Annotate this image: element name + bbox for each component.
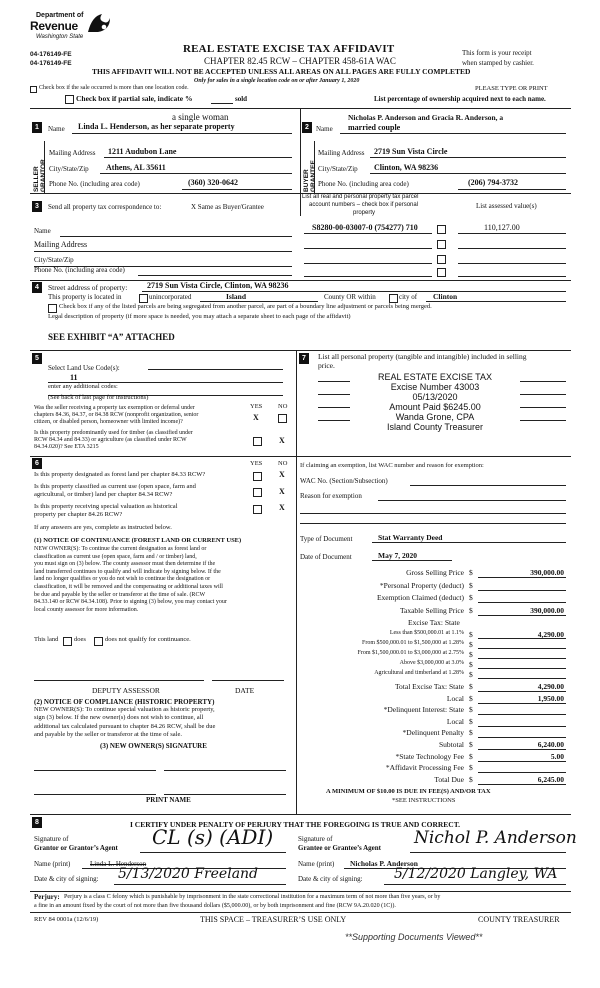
- sec5-q1-line3: citizen, or disabled person, homeowner with limited income)?: [34, 419, 183, 425]
- assessed-underline-3: [458, 263, 566, 264]
- stamp-line-1: REAL ESTATE EXCISE TAX: [377, 372, 493, 382]
- total-row-7-underline: [478, 772, 566, 773]
- total-row-7-label: *Affidavit Processing Fee: [385, 763, 464, 773]
- section-6-number: 6: [32, 458, 42, 469]
- exhibit-a-note[interactable]: SEE EXHIBIT “A” ATTACHED: [48, 332, 175, 342]
- sec5-q2-yes-checkbox[interactable]: [253, 437, 262, 446]
- grantor-date-city-label: Date & city of signing:: [34, 875, 99, 883]
- parcel-head-2: account numbers – check box if personal: [309, 202, 419, 208]
- buyer-phone[interactable]: (206) 794-3732: [468, 178, 518, 187]
- grantee-print-name[interactable]: Nicholas P. Anderson: [350, 859, 418, 868]
- date-document-underline: [372, 560, 452, 561]
- personal-property-checkbox-1[interactable]: [437, 225, 446, 234]
- tier-row-4-underline: [478, 678, 566, 679]
- sec5-q1-yes-mark[interactable]: X: [253, 413, 259, 422]
- exemption-claim-label: If claiming an exemption, list WAC number and reason for exemption:: [300, 462, 484, 469]
- stamp-line-6: Island County Treasurer: [386, 422, 484, 432]
- assessed-underline-4: [458, 276, 566, 277]
- street-underline: [142, 291, 566, 292]
- seller-grantor-label: SELLER GRANTOR: [33, 159, 47, 192]
- personal-property-line1: List all personal property (tangible and intangible) included in selling: [318, 352, 527, 361]
- print-name-label: PRINT NAME: [146, 796, 191, 804]
- sec5-q1-line1: Was the seller receiving a property tax exemption or deferral under: [34, 405, 195, 411]
- total-row-4-underline: [478, 737, 566, 738]
- total-row-5-value[interactable]: 6,240.00: [537, 740, 564, 749]
- partial-percent-line[interactable]: [211, 103, 233, 104]
- form-revision: REV 84 0001a (12/6/19): [34, 916, 99, 923]
- sec6-q2-line1: Is this property classified as current use (open space, farm and: [34, 483, 196, 490]
- calc-row-0-dollar: $: [469, 568, 473, 577]
- total-row-4-label: *Delinquent Penalty: [402, 728, 464, 738]
- sec6-q2-line2: agricultural, or timber) land per chapter 84.34 RCW?: [34, 491, 173, 498]
- total-row-0-dollar: $: [469, 682, 473, 691]
- unincorporated-label: unincorporated: [149, 293, 192, 301]
- sec6-yes-header: YES: [250, 460, 263, 467]
- calc-row-3-dollar: $: [469, 605, 473, 615]
- tier-row-1-underline: [478, 648, 566, 649]
- calc-row-2-label: Exemption Claimed (deduct): [376, 593, 464, 602]
- total-row-2-underline: [478, 714, 566, 715]
- receipt-note-1: This form is your receipt: [462, 49, 532, 57]
- logo-line3: Washington State: [36, 34, 84, 40]
- seller-phone[interactable]: (360) 320-0642: [188, 178, 238, 187]
- grantee-date-city[interactable]: 5/12/2020 Langley, WA: [394, 866, 558, 882]
- buyer-name-label: Name: [316, 125, 333, 133]
- corr-city-label: City/State/Zip: [34, 256, 74, 264]
- sec5-q2-line3: 84.34.020)? See ETA 3215: [34, 444, 99, 450]
- street-label: Street address of property:: [48, 283, 128, 292]
- sec5-q2-no-mark[interactable]: X: [279, 436, 285, 445]
- corr-mail-underline: [34, 251, 292, 252]
- calc-row-3-label: Taxable Selling Price: [399, 605, 464, 615]
- deputy-signature-line: [34, 680, 204, 681]
- land-does-not-checkbox[interactable]: [94, 637, 103, 646]
- total-row-3-dollar: $: [469, 716, 473, 726]
- tier-row-1-label: From $500,000.01 to $1,500,000 at 1.28%: [362, 640, 464, 646]
- seller-annotation: a single woman: [172, 112, 229, 122]
- notice-compliance-line: additional tax calculated pursuant to chapter 84.26 RCW, shall be due: [34, 722, 216, 730]
- reason-underline-2: [300, 513, 566, 514]
- notice-continuance-line: land no longer qualifies or you do not wish to continue the designation or: [34, 576, 211, 583]
- tier-row-0-label: Less than $500,000.01 at 1.1%: [389, 630, 464, 636]
- notice-continuance-line: you must sign on (3) below. The county assessor must then determine if the: [34, 561, 216, 568]
- parcel-underline-4: [304, 276, 432, 277]
- additional-codes-label: enter any additional codes:: [48, 383, 118, 390]
- section-2-number: 2: [302, 122, 312, 133]
- total-row-6-value[interactable]: 5.00: [550, 751, 564, 761]
- grantee-sig-line: [410, 852, 566, 853]
- seller-mail-underline: [104, 157, 292, 158]
- sec6-q3-line2: property per chapter 84.26 RCW?: [34, 511, 123, 518]
- county-or-label: County OR within: [324, 293, 376, 301]
- type-document-underline: [372, 542, 566, 543]
- seller-city-label: City/State/Zip: [49, 165, 89, 173]
- print-name-line-2: [164, 794, 286, 795]
- tier-row-2-dollar: $: [469, 650, 473, 659]
- seller-name[interactable]: Linda L. Henderson, as her separate property: [78, 122, 235, 131]
- partial-sale-label: Check box if partial sale, indicate %: [76, 94, 193, 103]
- multi-location-label: Check box if the sale occurred is more than one location code.: [39, 85, 189, 91]
- seller-name-underline: [72, 133, 292, 134]
- buyer-name-line2[interactable]: married couple: [348, 123, 401, 132]
- seller-city-underline: [100, 173, 292, 174]
- perjury-line-1: Perjury is a class C felony which is punishable by imprisonment in the state correctional institution for a maximum term of not more than five years, or by: [64, 894, 441, 900]
- reason-underline: [378, 500, 566, 501]
- date-document-value[interactable]: May 7, 2020: [378, 551, 417, 560]
- assessed-underline-2: [458, 248, 566, 249]
- type-document-value[interactable]: Stat Warranty Deed: [378, 533, 443, 542]
- logo-line2: Revenue: [30, 19, 78, 33]
- land-use-label: Select Land Use Code(s):: [48, 364, 120, 372]
- form-title: REAL ESTATE EXCISE TAX AFFIDAVIT: [183, 43, 395, 55]
- single-location-note: Only for sales in a single location code on or after January 1, 2020: [194, 78, 360, 84]
- section-5-number: 5: [32, 353, 42, 364]
- total-row-7-dollar: $: [469, 763, 473, 773]
- parcel-head-1: List all real and personal property tax parcel: [302, 194, 419, 200]
- sec5-q2-line2: RCW 84.34 and 84.33) or agriculture (as classified under RCW: [34, 437, 187, 443]
- corr-phone-underline: [138, 275, 292, 276]
- wac-underline: [410, 485, 566, 486]
- county-underline: [200, 301, 318, 302]
- corr-name-underline: [60, 236, 292, 237]
- section-1-number: 1: [32, 122, 42, 133]
- parcel-underline-2: [304, 248, 432, 249]
- located-label: This property is located in: [48, 293, 122, 301]
- date-document-label: Date of Document: [300, 553, 352, 561]
- sec6-q2-no-mark[interactable]: X: [279, 487, 285, 496]
- buyer-grantee-label: BUYER GRANTEE: [303, 160, 317, 192]
- total-row-0-value[interactable]: 4,290.00: [537, 682, 564, 691]
- calc-row-1-dollar: $: [469, 580, 473, 590]
- form-warning: THIS AFFIDAVIT WILL NOT BE ACCEPTED UNLESS ALL AREAS ON ALL PAGES ARE FULLY COMPLETED: [92, 67, 471, 76]
- partial-sale-checkbox[interactable]: [65, 95, 74, 104]
- grantee-sig-label-1: Signature of: [298, 835, 333, 843]
- wac-label: WAC No. (Section/Subsection): [300, 477, 388, 485]
- grantor-name-label: Name (print): [34, 860, 71, 868]
- notice-compliance-line: NEW OWNER(S): To continue special valuation as historic property,: [34, 706, 215, 713]
- city-of-checkbox[interactable]: [389, 294, 398, 303]
- street-address[interactable]: 2719 Sun Vista Circle, Clinton, WA 98236: [147, 281, 289, 290]
- print-name-line-1: [34, 794, 156, 795]
- sec6-q1: Is this property designated as forest land per chapter 84.33 RCW?: [34, 471, 206, 478]
- total-row-4-dollar: $: [469, 728, 473, 738]
- sec5-q2-line1: Is this property predominantly used for timber (as classified under: [34, 430, 193, 436]
- total-row-0-underline: [478, 691, 566, 692]
- deputy-date-line: [212, 680, 284, 681]
- county-treasurer-label: COUNTY TREASURER: [478, 915, 560, 924]
- calc-row-0-value[interactable]: 390,000.00: [530, 568, 564, 577]
- sec6-q3-line1: Is this property receiving special valuation as historical: [34, 503, 178, 510]
- buyer-name-line1[interactable]: Nicholas P. Anderson and Gracia R. Anderson, a: [348, 113, 504, 122]
- total-row-6-label: *State Technology Fee: [395, 751, 464, 761]
- new-owner-sig-line-2: [164, 770, 286, 771]
- buyer-city-underline: [370, 173, 566, 174]
- reason-underline-3: [300, 523, 566, 524]
- section-7-number: 7: [299, 353, 309, 364]
- grantor-sig-label-2: Grantor or Grantor’s Agent: [34, 844, 118, 852]
- seller-phone-underline: [182, 189, 292, 190]
- buyer-mail-underline: [370, 157, 566, 158]
- total-row-1-dollar: $: [469, 693, 473, 703]
- total-row-5-dollar: $: [469, 740, 473, 749]
- personal-property-checkbox-4[interactable]: [437, 268, 446, 277]
- notice-continuance-line: classification as current use (open space, farm and / or timber) land,: [34, 553, 197, 560]
- notice-continuance-line: classification, it will be removed and the compensating or additional taxes will: [34, 583, 223, 590]
- parcel-underline-1: [304, 233, 432, 234]
- sec6-q1-yes-checkbox[interactable]: [253, 472, 262, 481]
- reference-number-2: 04-176149-FE: [30, 60, 72, 67]
- calc-row-2-dollar: $: [469, 593, 473, 602]
- assessed-underline-1: [458, 233, 566, 234]
- grantor-signature[interactable]: CL (s) (ADI): [152, 825, 274, 849]
- unincorporated-checkbox[interactable]: [139, 294, 148, 303]
- total-row-6-dollar: $: [469, 751, 473, 761]
- grantee-date-city-label: Date & city of signing:: [298, 875, 363, 883]
- total-row-5-underline: [478, 749, 566, 750]
- seller-mail[interactable]: 1211 Audubon Lane: [108, 147, 177, 156]
- buyer-name-underline: [340, 133, 566, 134]
- corr-phone-label: Phone No. (including area code): [34, 266, 125, 274]
- parcel-number[interactable]: S8280-00-03007-0 (754277) 710: [312, 223, 418, 232]
- tier-row-1-dollar: $: [469, 640, 473, 649]
- tax-calculation-block: [296, 566, 571, 796]
- personal-property-checkbox-2[interactable]: [437, 240, 446, 249]
- total-row-3-underline: [478, 726, 566, 727]
- grantor-print-name[interactable]: Linda L. Henderson: [90, 860, 147, 868]
- tier-row-2-label: From $1,500,000.01 to $3,000,000 at 2.75%: [357, 650, 464, 656]
- please-type-label: PLEASE TYPE OR PRINT: [475, 85, 548, 92]
- total-row-1-label: Local: [446, 693, 464, 703]
- perjury-label: Perjury:: [34, 893, 60, 901]
- land-does-checkbox[interactable]: [63, 637, 72, 646]
- buyer-phone-underline: [458, 189, 566, 190]
- buyer-mail-label: Mailing Address: [318, 149, 365, 157]
- segregating-label: Check box if any of the listed parcels are being segregated from another parcel, are part of a boundary line adjustment or parcels being merged.: [59, 303, 432, 310]
- total-row-5-label: Subtotal: [438, 740, 464, 749]
- seller-phone-label: Phone No. (including area code): [49, 180, 140, 188]
- grantor-sig-line: [140, 852, 286, 853]
- washington-mountain-logo-icon: [86, 12, 112, 34]
- minimum-fee-note: A MINIMUM OF $10.00 IS DUE IN FEE(S) AND/OR TAX: [326, 788, 491, 795]
- reason-label: Reason for exemption: [300, 492, 362, 500]
- this-land-label: This land: [34, 636, 59, 643]
- stamp-line-5: Wanda Grone, CPA: [395, 412, 475, 422]
- tier-row-3-dollar: $: [469, 660, 473, 669]
- total-row-8-dollar: $: [469, 774, 473, 784]
- city-name[interactable]: Clinton: [433, 292, 458, 301]
- if-any-yes-note: If any answers are yes, complete as instructed below.: [34, 524, 172, 531]
- notice-compliance-heading: (2) NOTICE OF COMPLIANCE (HISTORIC PROPERTY): [34, 698, 215, 706]
- total-row-2-label: *Delinquent Interest: State: [383, 705, 464, 715]
- notice-compliance-line: sign (3) below. If the new owner(s) does not wish to continue, all: [34, 714, 204, 722]
- calc-row-2-underline: [478, 602, 566, 603]
- buyer-mail[interactable]: 2719 Sun Vista Circle: [374, 147, 448, 156]
- land-use-code[interactable]: 11: [70, 373, 78, 382]
- tier-row-4-dollar: $: [469, 670, 473, 679]
- calc-row-1-underline: [478, 590, 566, 591]
- total-row-8-label: Total Due: [434, 774, 464, 784]
- type-document-label: Type of Document: [300, 535, 353, 543]
- total-row-8-value[interactable]: 6,245.00: [537, 774, 564, 784]
- notice-continuance-heading: (1) NOTICE OF CONTINUANCE (FOREST LAND OR CURRENT USE): [34, 537, 242, 544]
- legal-description-label: Legal description of property (if more space is needed, you may attach a separate sheet to each page of the affidavit): [48, 313, 351, 320]
- assessed-head: List assessed value(s): [476, 202, 537, 210]
- section-6-top-rule: [30, 456, 571, 457]
- section-5-top-rule: [30, 350, 571, 351]
- total-row-0-label: Total Excise Tax: State: [394, 682, 464, 691]
- deputy-date-label: DATE: [235, 686, 255, 695]
- sec6-q2-yes-checkbox[interactable]: [253, 488, 262, 497]
- notice-continuance-line: NEW OWNER(S): To continue the current designation as forest land or: [34, 546, 207, 552]
- same-as-buyer[interactable]: X Same as Buyer/Grantee: [191, 203, 264, 211]
- grantor-date-city[interactable]: 5/13/2020 Freeland: [118, 866, 259, 882]
- dor-logo: [30, 12, 120, 46]
- perjury-bottom-rule: [30, 912, 571, 913]
- section-8-number: 8: [32, 817, 42, 828]
- seller-city[interactable]: Athens, AL 35611: [106, 163, 166, 172]
- parcel-underline-3: [304, 263, 432, 264]
- calc-row-0-label: Gross Selling Price: [406, 568, 464, 577]
- tier-row-0-dollar: $: [469, 630, 473, 639]
- land-does-label: does: [74, 636, 86, 643]
- sec5-q1-no-checkbox[interactable]: [278, 414, 287, 423]
- parcel-head-3: property: [353, 210, 376, 216]
- personal-property-line2: price.: [318, 361, 335, 370]
- section-4-top-rule: [30, 280, 571, 281]
- total-row-1-value[interactable]: 1,950.00: [537, 693, 564, 703]
- calc-row-3-underline: [478, 615, 566, 616]
- see-back-note: (See back of last page for instructions): [48, 394, 149, 401]
- reference-number-1: 04-176149-FE: [30, 51, 72, 58]
- correspondence-label: Send all property tax correspondence to:: [48, 203, 162, 211]
- total-row-3-label: Local: [446, 716, 464, 726]
- notice-continuance-line: land transferred continues to qualify and will indicate by signing below. If the: [34, 568, 221, 575]
- stamp-line-2: Excise Number 43003: [390, 382, 480, 392]
- see-instructions-note: *SEE INSTRUCTIONS: [392, 797, 456, 804]
- notice-continuance-line: 84.33.140 or RCW 84.34.108). Prior to signing (3) below, you may contact your: [34, 599, 227, 606]
- section-3-number: 3: [32, 201, 42, 212]
- sec5-q1-line2: chapters 84.36, 84.37, or 84.38 RCW (nonprofit organization, senior: [34, 412, 199, 418]
- assessed-value[interactable]: 110,127.00: [484, 223, 520, 232]
- notice-compliance-line: and payable by the seller or transferor at the time of sale.: [34, 731, 182, 739]
- grantee-date-underline: [384, 884, 566, 885]
- new-owner-sig-line-1: [34, 770, 156, 771]
- seller-name-label: Name: [48, 125, 65, 133]
- buyer-city[interactable]: Clinton, WA 98236: [374, 163, 439, 172]
- tier-row-0-value[interactable]: 4,290.00: [537, 630, 564, 639]
- buyer-phone-label: Phone No. (including area code): [318, 180, 409, 188]
- land-does-not-label: does not qualify for continuance.: [105, 636, 191, 643]
- section-8-top-rule: [30, 814, 571, 815]
- notice-continuance-text: [34, 546, 294, 614]
- ownership-percent-note: List percentage of ownership acquired next to each name.: [374, 95, 546, 103]
- corr-mail-label: Mailing Address: [34, 240, 88, 249]
- buyer-city-label: City/State/Zip: [318, 165, 358, 173]
- sec6-no-header: NO: [278, 460, 288, 467]
- receipt-note-2: when stamped by cashier.: [462, 59, 534, 67]
- sold-label: sold: [235, 95, 248, 103]
- tier-row-3-underline: [478, 668, 566, 669]
- grantee-name-label: Name (print): [298, 860, 335, 868]
- total-row-1-underline: [478, 703, 566, 704]
- notice-continuance-line: local county assessor for more information.: [34, 606, 139, 613]
- notice-compliance-text: [34, 706, 294, 740]
- seller-buyer-divider: [300, 108, 301, 216]
- sec5-no-header: NO: [278, 403, 288, 410]
- city-underline: [426, 301, 566, 302]
- excise-tax-paid-stamp: [350, 372, 520, 432]
- seller-mail-label: Mailing Address: [49, 149, 96, 157]
- corr-name-label: Name: [34, 227, 51, 235]
- new-owner-signature-heading: (3) NEW OWNER(S) SIGNATURE: [100, 742, 207, 750]
- grantor-date-underline: [114, 884, 286, 885]
- tier-row-2-underline: [478, 658, 566, 659]
- segregating-checkbox[interactable]: [48, 304, 57, 313]
- personal-property-checkbox-3[interactable]: [437, 255, 446, 264]
- perjury-top-rule: [30, 891, 571, 892]
- multi-location-checkbox[interactable]: [30, 86, 37, 93]
- calc-row-0-underline: [478, 577, 566, 578]
- total-row-8-underline: [478, 784, 566, 785]
- excise-state-label: Excise Tax: State: [408, 618, 460, 627]
- tier-row-4-label: Agricultural and timberland at 1.28%: [374, 670, 464, 676]
- supporting-docs-viewed: **Supporting Documents Viewed**: [345, 932, 483, 942]
- form-subtitle: CHAPTER 82.45 RCW – CHAPTER 458-61A WAC: [204, 56, 396, 66]
- calc-row-3-value[interactable]: 390,000.00: [530, 605, 564, 615]
- section-3-top-rule: [30, 193, 571, 194]
- stamp-line-4: Amount Paid $6245.00: [389, 402, 481, 412]
- land-use-underline-top: [148, 369, 283, 370]
- sec6-q3-no-mark[interactable]: X: [279, 503, 285, 512]
- sec5-yes-header: YES: [250, 403, 263, 410]
- city-of-label: city of: [399, 293, 418, 301]
- grantee-sig-label-2: Grantee or Grantee’s Agent: [298, 844, 382, 852]
- sec6-q1-no-mark[interactable]: X: [279, 470, 285, 479]
- grantee-signature[interactable]: Nichol P. Anderson: [414, 828, 577, 848]
- perjury-line-2: a fine in an amount fixed by the court of not more than five thousand dollars ($5,000.00), or by both imprisonment and fine (RCW 9A.20.020 (1C)).: [34, 903, 396, 909]
- stamp-line-3: 05/13/2020: [412, 392, 458, 402]
- grantor-sig-label-1: Signature of: [34, 835, 69, 843]
- calc-row-1-label: *Personal Property (deduct): [379, 580, 464, 590]
- sec6-q3-yes-checkbox[interactable]: [253, 505, 262, 514]
- county-name[interactable]: Island: [226, 292, 247, 301]
- section-4-number: 4: [32, 282, 42, 293]
- certify-statement: I CERTIFY UNDER PENALTY OF PERJURY THAT THE FOREGOING IS TRUE AND CORRECT.: [130, 820, 461, 829]
- deputy-assessor-label: DEPUTY ASSESSOR: [92, 686, 160, 695]
- total-row-6-underline: [478, 761, 566, 762]
- total-row-2-dollar: $: [469, 705, 473, 715]
- logo-line1: Department of: [36, 12, 84, 19]
- notice-continuance-line: be due and payable by the seller or transferor at the time of sale. (RCW: [34, 591, 206, 598]
- tier-row-3-label: Above $3,000,000 at 3.0%: [399, 660, 464, 666]
- treasurer-use-only: THIS SPACE – TREASURER’S USE ONLY: [200, 915, 347, 924]
